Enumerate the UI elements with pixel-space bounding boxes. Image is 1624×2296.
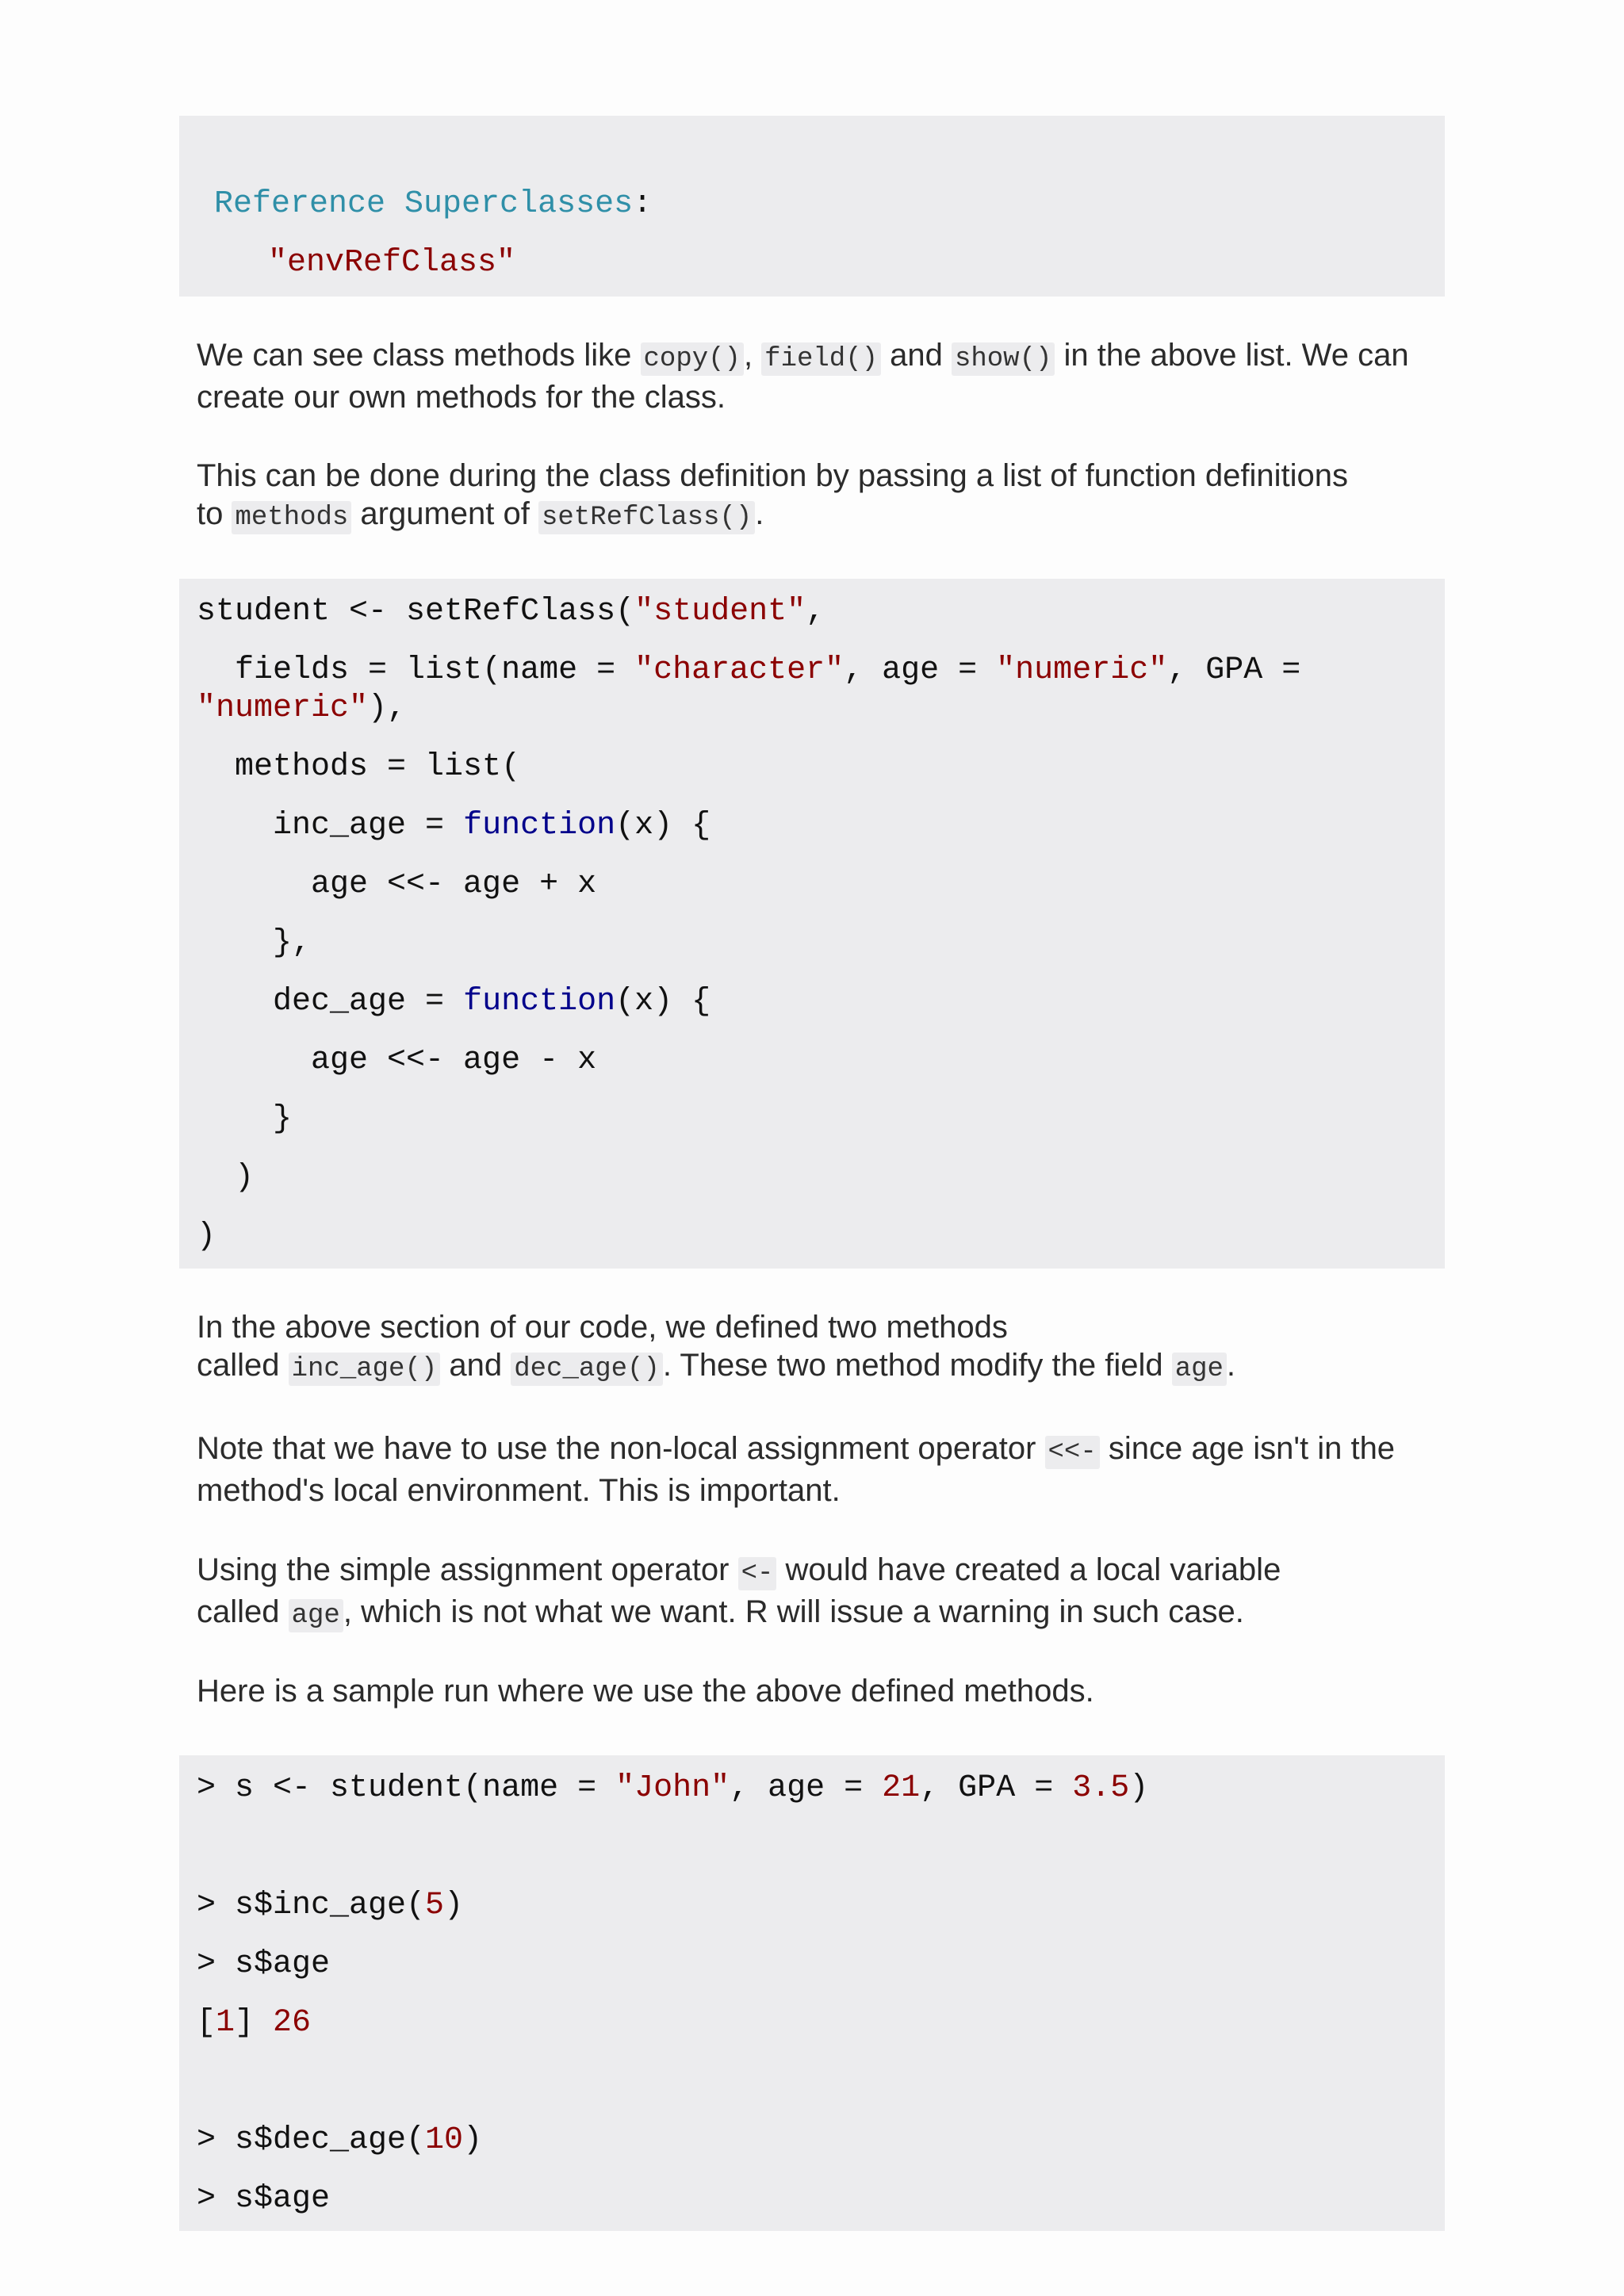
code-line <box>197 2122 482 2160</box>
code-text: ) <box>197 1160 255 1196</box>
code-text: } <box>197 1101 293 1137</box>
code-line <box>197 983 710 1021</box>
code-string: "numeric" <box>197 691 369 726</box>
code-line <box>197 1218 216 1256</box>
inline-code: show() <box>952 342 1055 376</box>
code-line <box>197 1770 1148 1808</box>
text-line <box>197 457 1442 495</box>
code-line <box>197 1887 463 1925</box>
code-line <box>214 186 652 224</box>
text: Note that we have to use the non-local assignment operator <box>197 1431 1045 1466</box>
text: called <box>197 1594 289 1629</box>
code-line <box>197 1042 596 1080</box>
code-block-sample-run <box>179 1755 1445 2231</box>
code-number: 5 <box>425 1888 445 1923</box>
code-text: student <- setRefClass( <box>197 594 635 629</box>
code-text: , age = <box>730 1770 883 1806</box>
code-string: "John" <box>615 1770 730 1806</box>
code-text: age <<- age - x <box>197 1043 597 1078</box>
code-text: , GPA = <box>1167 652 1301 688</box>
paragraph-nonlocal-assignment <box>197 1429 1442 1510</box>
text: argument of <box>351 496 538 531</box>
paragraph-sample-run <box>197 1672 1442 1710</box>
inline-code: setRefClass() <box>538 501 755 534</box>
text-line <box>197 1346 1442 1388</box>
paragraph-two-methods <box>197 1308 1442 1388</box>
text: create our own methods for the class. <box>197 380 726 415</box>
text: , which is not what we want. R will issue a warning in such case. <box>343 1594 1244 1629</box>
code-line <box>197 690 406 728</box>
paragraph-class-methods <box>197 336 1442 416</box>
text-line <box>197 1429 1442 1471</box>
code-text: , <box>806 594 825 629</box>
text: method's local environment. This is important. <box>197 1473 841 1508</box>
code-number: 1 <box>216 2005 236 2041</box>
code-number: 10 <box>425 2122 464 2158</box>
code-text: age <<- age + x <box>197 867 597 902</box>
code-number: 21 <box>882 1770 921 1806</box>
text: This can be done during the class definition by passing a list of function definitions <box>197 458 1348 493</box>
inline-code: inc_age() <box>289 1353 441 1386</box>
code-block-superclasses <box>179 116 1445 297</box>
code-line <box>197 2180 330 2218</box>
text-line <box>197 336 1442 378</box>
code-text: > s$age <box>197 2181 331 2217</box>
code-string: "envRefClass" <box>268 245 516 281</box>
code-punct: : <box>633 186 653 222</box>
code-label: Reference Superclasses <box>214 186 634 222</box>
code-keyword: function <box>463 984 616 1020</box>
code-text: dec_age = <box>197 984 464 1020</box>
inline-code: <- <box>738 1557 777 1590</box>
inline-code: age <box>1172 1353 1227 1386</box>
code-text: (x) { <box>615 984 711 1020</box>
code-text: methods = list( <box>197 749 521 785</box>
code-text: ) <box>197 1219 216 1254</box>
code-text: ), <box>368 691 407 726</box>
code-number: 3.5 <box>1072 1770 1130 1806</box>
code-text: fields = list(name = <box>197 652 635 688</box>
code-text: ] <box>235 2005 274 2041</box>
inline-code: <<- <box>1045 1436 1100 1469</box>
code-text: }, <box>197 925 312 961</box>
text-line <box>197 495 1442 537</box>
code-text: ) <box>1129 1770 1149 1806</box>
code-text: , GPA = <box>920 1770 1073 1806</box>
code-text: > s$age <box>197 1946 331 1982</box>
text: in the above list. We can <box>1055 338 1409 373</box>
text: In the above section of our code, we defined two methods <box>197 1310 1008 1345</box>
code-line <box>197 1159 254 1197</box>
text: would have created a local variable <box>776 1552 1281 1587</box>
code-text: > s <- student(name = <box>197 1770 616 1806</box>
code-line <box>197 748 520 786</box>
text: . These two method modify the field <box>662 1348 1172 1383</box>
text: Here is a sample run where we use the above defined methods. <box>197 1674 1094 1709</box>
text: and <box>881 338 952 373</box>
code-string: "character" <box>634 652 845 688</box>
text-line <box>197 1471 1442 1510</box>
text: Using the simple assignment operator <box>197 1552 738 1587</box>
inline-code: field() <box>761 342 881 376</box>
code-keyword: function <box>463 808 616 844</box>
text-line <box>197 1308 1442 1346</box>
code-string: "numeric" <box>996 652 1168 688</box>
text: . <box>1226 1348 1236 1383</box>
code-line <box>197 2004 311 2042</box>
code-text: (x) { <box>615 808 711 844</box>
code-text: , age = <box>844 652 997 688</box>
text-line <box>197 1551 1442 1593</box>
code-line <box>197 866 596 904</box>
code-text: > s$dec_age( <box>197 2122 426 2158</box>
text: to <box>197 496 232 531</box>
code-line <box>197 652 1300 690</box>
text: since age isn't in the <box>1099 1431 1396 1466</box>
code-text: > s$inc_age( <box>197 1888 426 1923</box>
text-line <box>197 1672 1442 1710</box>
text-line <box>197 378 1442 416</box>
text: and <box>440 1348 511 1383</box>
code-line <box>197 1946 330 1984</box>
code-text: ) <box>463 2122 483 2158</box>
code-block-class-definition <box>179 579 1445 1269</box>
code-text: [ <box>197 2005 216 2041</box>
text: called <box>197 1348 289 1383</box>
paragraph-simple-assignment <box>197 1551 1442 1635</box>
text: . <box>755 496 764 531</box>
code-line <box>197 593 825 631</box>
inline-code: age <box>289 1599 343 1632</box>
code-text: inc_age = <box>197 808 464 844</box>
code-number: 26 <box>273 2005 312 2041</box>
paragraph-methods-argument <box>197 457 1442 537</box>
code-line <box>197 924 311 962</box>
text: , <box>743 338 762 373</box>
text: We can see class methods like <box>197 338 641 373</box>
code-line <box>197 807 710 845</box>
inline-code: dec_age() <box>511 1353 663 1386</box>
inline-code: copy() <box>641 342 744 376</box>
code-line <box>268 244 515 282</box>
code-text: ) <box>444 1888 464 1923</box>
code-string: "student" <box>634 594 806 629</box>
inline-code: methods <box>232 501 351 534</box>
code-line <box>197 1100 292 1138</box>
text-line <box>197 1593 1442 1635</box>
